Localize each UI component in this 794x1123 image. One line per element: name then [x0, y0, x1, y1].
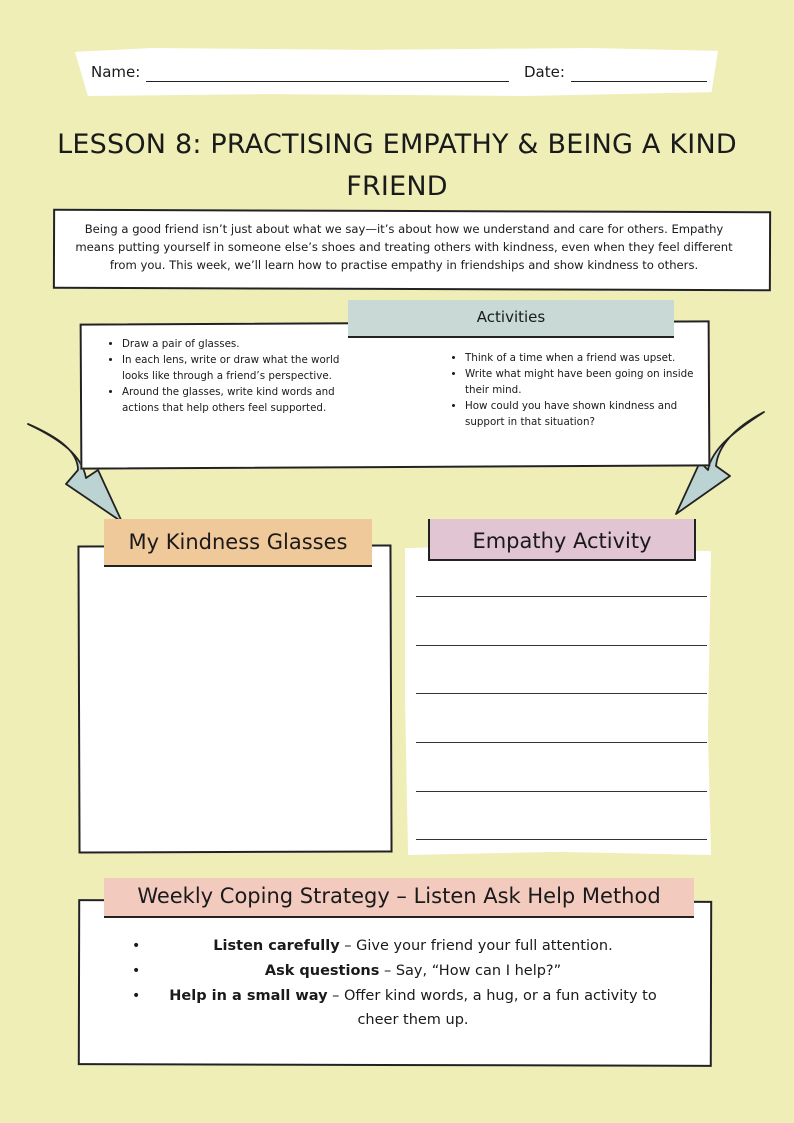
list-item: • Think of a time when a friend was upset.	[465, 350, 705, 366]
coping-item-bold: Help in a small way	[169, 988, 328, 1004]
kindness-glasses-tab: My Kindness Glasses	[104, 519, 372, 567]
writing-line-1[interactable]	[416, 596, 707, 597]
writing-line-3[interactable]	[416, 693, 707, 694]
coping-item-bold: Ask questions	[264, 963, 380, 979]
coping-strategy-tab: Weekly Coping Strategy – Listen Ask Help Method	[104, 878, 694, 918]
intro-text: Being a good friend isn’t just about what we say—it’s about how we understand and care for others. Empathy means putting yourself in someone else’s shoes and treating others with kindness, even when they feel different from you. This week, we’ll learn how to practise empathy in friendships and show kindness to others.	[75, 222, 733, 272]
empathy-activity-tab: Empathy Activity	[428, 519, 696, 561]
activities-tab: Activities	[348, 300, 674, 338]
list-item: • Around the glasses, write kind words and actions that help others feel supported.	[122, 384, 362, 416]
list-item: • In each lens, write or draw what the world looks like through a friend’s perspective.	[122, 352, 362, 384]
date-label: Date:	[524, 63, 565, 81]
writing-line-2[interactable]	[416, 645, 707, 646]
coping-item-text: – Say, “How can I help?”	[379, 963, 562, 979]
bullet-icon: •	[132, 988, 141, 1004]
list-item: • How could you have shown kindness and support in that situation?	[465, 398, 705, 430]
coping-item-text: – Offer kind words, a hug, or a fun activity to cheer them up.	[327, 988, 657, 1028]
coping-item-listen	[150, 934, 676, 958]
writing-line-6[interactable]	[416, 839, 707, 840]
coping-item-text: – Give your friend your full attention.	[339, 938, 613, 954]
list-item: • Write what might have been going on inside their mind.	[465, 366, 705, 398]
coping-item-ask	[150, 959, 676, 983]
bullet-icon: •	[132, 938, 141, 954]
page-title: LESSON 8: PRACTISING EMPATHY & BEING A KIND FRIEND	[57, 129, 737, 202]
kindness-glasses-drawing-area[interactable]	[77, 544, 392, 853]
writing-line-5[interactable]	[416, 791, 707, 792]
empathy-activity-panel	[405, 545, 711, 855]
coping-box	[78, 899, 712, 1067]
bullet-icon: •	[132, 963, 141, 979]
coping-item-help	[150, 984, 676, 1032]
writing-line-4[interactable]	[416, 742, 707, 743]
coping-item-bold: Listen carefully	[213, 938, 340, 954]
activities-left-list	[104, 336, 362, 416]
name-label: Name:	[91, 63, 141, 81]
list-item: • Draw a pair of glasses.	[122, 336, 362, 352]
activities-right-list	[447, 350, 705, 430]
